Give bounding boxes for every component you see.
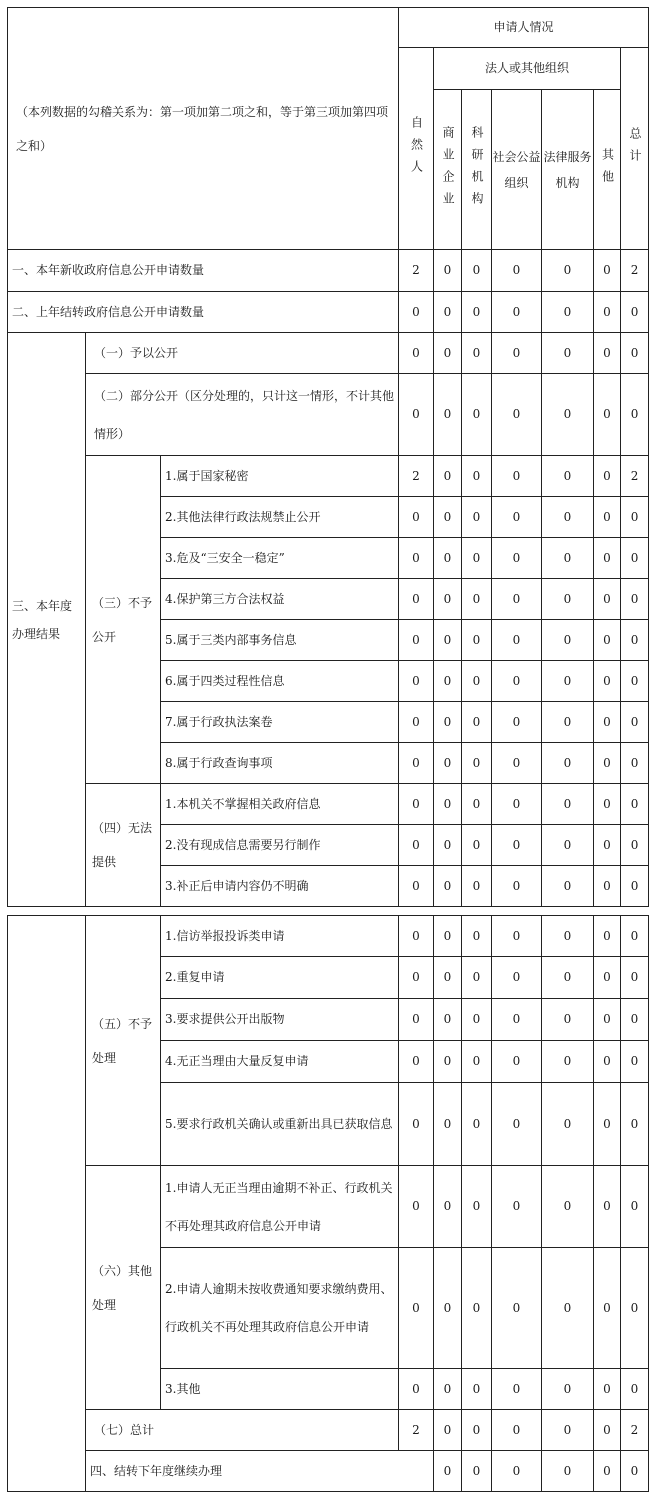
table-row xyxy=(8,250,649,292)
cell-value: 0 xyxy=(462,784,492,825)
cell-value: 0 xyxy=(434,957,462,999)
col-natural-person: 自然人 xyxy=(399,48,434,250)
cell-value: 0 xyxy=(462,538,492,579)
row-label: 1.信访举报投诉类申请 xyxy=(161,916,399,957)
row-label: （七）总计 xyxy=(86,1410,399,1451)
cell-value: 0 xyxy=(492,743,542,784)
cell-value: 0 xyxy=(594,1369,621,1410)
cell-value: 0 xyxy=(542,1369,594,1410)
cell-value: 0 xyxy=(594,702,621,743)
cell-value: 2 xyxy=(621,1410,649,1451)
cell-value: 0 xyxy=(434,784,462,825)
cell-value: 0 xyxy=(542,743,594,784)
group-5-label: （五）不予处理 xyxy=(86,916,161,1166)
row-label: 3.要求提供公开出版物 xyxy=(161,999,399,1041)
table-row xyxy=(8,1410,649,1451)
cell-value: 0 xyxy=(434,579,462,620)
cell-value: 0 xyxy=(434,1369,462,1410)
row-label: 3.其他 xyxy=(161,1369,399,1410)
table-row xyxy=(8,374,649,456)
cell-value: 0 xyxy=(434,620,462,661)
cell-value: 0 xyxy=(594,456,621,497)
row-label: 2.没有现成信息需要另行制作 xyxy=(161,825,399,866)
cell-value: 0 xyxy=(462,1369,492,1410)
cell-value: 0 xyxy=(542,661,594,702)
cell-value: 0 xyxy=(594,250,621,292)
cell-value: 0 xyxy=(462,374,492,456)
cell-value: 0 xyxy=(462,743,492,784)
cell-value: 0 xyxy=(434,1451,462,1492)
cell-value: 2 xyxy=(621,456,649,497)
cell-value: 0 xyxy=(492,292,542,333)
cell-value: 0 xyxy=(621,1041,649,1083)
cell-value: 0 xyxy=(621,661,649,702)
row-label: 4.无正当理由大量反复申请 xyxy=(161,1041,399,1083)
cell-value: 0 xyxy=(621,916,649,957)
group-3-label: （三）不予公开 xyxy=(86,456,161,784)
cell-value: 0 xyxy=(399,374,434,456)
cell-value: 0 xyxy=(621,743,649,784)
cell-value: 0 xyxy=(542,579,594,620)
cell-value: 0 xyxy=(594,743,621,784)
row-label: 6.属于四类过程性信息 xyxy=(161,661,399,702)
cell-value: 0 xyxy=(462,1248,492,1369)
table-row xyxy=(8,333,649,374)
col-legal-service: 法律服务机构 xyxy=(542,90,594,250)
cell-value: 0 xyxy=(492,825,542,866)
cell-value: 0 xyxy=(492,620,542,661)
cell-value: 0 xyxy=(542,957,594,999)
cell-value: 0 xyxy=(399,916,434,957)
cell-value: 0 xyxy=(492,916,542,957)
cell-value: 0 xyxy=(542,250,594,292)
row-label: 二、上年结转政府信息公开申请数量 xyxy=(8,292,399,333)
cell-value: 0 xyxy=(434,250,462,292)
cell-value: 0 xyxy=(621,497,649,538)
cell-value: 0 xyxy=(462,1083,492,1166)
row-label: 5.属于三类内部事务信息 xyxy=(161,620,399,661)
gov-info-table-part2 xyxy=(7,915,649,1492)
cell-value: 0 xyxy=(434,1248,462,1369)
cell-value: 0 xyxy=(492,1451,542,1492)
cell-value: 0 xyxy=(399,866,434,907)
table-row xyxy=(8,1451,649,1492)
row-label: 一、本年新收政府信息公开申请数量 xyxy=(8,250,399,292)
cell-value: 0 xyxy=(492,250,542,292)
cell-value: 0 xyxy=(621,538,649,579)
cell-value: 0 xyxy=(542,916,594,957)
cell-value: 0 xyxy=(462,825,492,866)
cell-value: 0 xyxy=(621,1166,649,1248)
cell-value: 0 xyxy=(399,1041,434,1083)
cell-value: 2 xyxy=(399,1410,434,1451)
cell-value: 0 xyxy=(542,374,594,456)
group-4-label: （四）无法提供 xyxy=(86,784,161,907)
cell-value: 0 xyxy=(492,538,542,579)
cell-value: 0 xyxy=(462,957,492,999)
cell-value: 0 xyxy=(492,374,542,456)
cell-value: 0 xyxy=(462,1166,492,1248)
table-row xyxy=(8,292,649,333)
row-label: 2.其他法律行政法规禁止公开 xyxy=(161,497,399,538)
cell-value: 0 xyxy=(492,702,542,743)
cell-value: 0 xyxy=(621,620,649,661)
cell-value: 0 xyxy=(399,579,434,620)
cell-value: 0 xyxy=(542,999,594,1041)
row-label: 1.申请人无正当理由逾期不补正、行政机关不再处理其政府信息公开申请 xyxy=(161,1166,399,1248)
cell-value: 0 xyxy=(621,1451,649,1492)
row-label: （二）部分公开（区分处理的，只计这一情形，不计其他情形） xyxy=(86,374,399,456)
cell-value: 0 xyxy=(399,784,434,825)
cell-value: 0 xyxy=(621,1369,649,1410)
row-label: 8.属于行政查询事项 xyxy=(161,743,399,784)
table-row xyxy=(8,916,649,957)
cell-value: 0 xyxy=(434,333,462,374)
col-commercial: 商业企业 xyxy=(434,90,462,250)
cell-value: 0 xyxy=(621,1083,649,1166)
cell-value: 0 xyxy=(621,866,649,907)
cell-value: 0 xyxy=(462,497,492,538)
cell-value: 0 xyxy=(621,825,649,866)
cell-value: 0 xyxy=(594,866,621,907)
cell-value: 0 xyxy=(594,1248,621,1369)
cell-value: 0 xyxy=(399,1083,434,1166)
row-label: （一）予以公开 xyxy=(86,333,399,374)
cell-value: 0 xyxy=(492,333,542,374)
cell-value: 0 xyxy=(399,620,434,661)
cell-value: 0 xyxy=(542,702,594,743)
cell-value: 0 xyxy=(399,1248,434,1369)
cell-value: 0 xyxy=(542,1041,594,1083)
cell-value: 0 xyxy=(462,250,492,292)
cell-value: 0 xyxy=(492,579,542,620)
row-label: 1.属于国家秘密 xyxy=(161,456,399,497)
header-note: （本列数据的勾稽关系为：第一项加第二项之和，等于第三项加第四项之和） xyxy=(8,8,399,250)
cell-value: 0 xyxy=(492,957,542,999)
cell-value: 0 xyxy=(434,497,462,538)
cell-value: 0 xyxy=(621,999,649,1041)
cell-value: 0 xyxy=(434,999,462,1041)
cell-value: 2 xyxy=(399,250,434,292)
cell-value: 0 xyxy=(594,825,621,866)
cell-value: 0 xyxy=(462,579,492,620)
cell-value: 0 xyxy=(621,374,649,456)
cell-value: 0 xyxy=(399,292,434,333)
cell-value: 0 xyxy=(594,292,621,333)
cell-value: 0 xyxy=(462,999,492,1041)
cell-value: 0 xyxy=(462,292,492,333)
cell-value: 0 xyxy=(594,1410,621,1451)
row-label: 四、结转下年度继续办理 xyxy=(86,1451,434,1492)
cell-value: 0 xyxy=(621,702,649,743)
cell-value: 0 xyxy=(399,825,434,866)
cell-value: 0 xyxy=(434,743,462,784)
cell-value: 0 xyxy=(492,1083,542,1166)
cell-value: 0 xyxy=(434,866,462,907)
cell-value: 0 xyxy=(434,1083,462,1166)
row-label: 1.本机关不掌握相关政府信息 xyxy=(161,784,399,825)
cell-value: 0 xyxy=(621,333,649,374)
cell-value: 0 xyxy=(492,1248,542,1369)
header-applicant-situation: 申请人情况 xyxy=(399,8,649,48)
row-label: 3.危及“三安全一稳定” xyxy=(161,538,399,579)
cell-value: 0 xyxy=(594,1451,621,1492)
cell-value: 0 xyxy=(492,1369,542,1410)
cell-value: 0 xyxy=(594,333,621,374)
cell-value: 0 xyxy=(399,1166,434,1248)
cell-value: 0 xyxy=(399,999,434,1041)
cell-value: 0 xyxy=(462,866,492,907)
cell-value: 0 xyxy=(542,497,594,538)
section-3-continued-blank xyxy=(8,916,86,1492)
cell-value: 0 xyxy=(542,825,594,866)
cell-value: 0 xyxy=(594,784,621,825)
cell-value: 0 xyxy=(399,1369,434,1410)
cell-value: 0 xyxy=(594,579,621,620)
cell-value: 0 xyxy=(594,661,621,702)
cell-value: 0 xyxy=(492,456,542,497)
cell-value: 0 xyxy=(399,743,434,784)
cell-value: 0 xyxy=(621,292,649,333)
cell-value: 0 xyxy=(492,1166,542,1248)
cell-value: 0 xyxy=(399,333,434,374)
row-label: 2.申请人逾期未按收费通知要求缴纳费用、行政机关不再处理其政府信息公开申请 xyxy=(161,1248,399,1369)
cell-value: 0 xyxy=(434,1410,462,1451)
cell-value: 0 xyxy=(492,866,542,907)
col-public-welfare: 社会公益组织 xyxy=(492,90,542,250)
cell-value: 0 xyxy=(462,456,492,497)
cell-value: 0 xyxy=(621,957,649,999)
cell-value: 0 xyxy=(399,702,434,743)
cell-value: 0 xyxy=(542,620,594,661)
gov-info-table-part1 xyxy=(7,7,649,907)
group-6-label: （六）其他处理 xyxy=(86,1166,161,1410)
cell-value: 0 xyxy=(542,1451,594,1492)
cell-value: 0 xyxy=(434,538,462,579)
cell-value: 0 xyxy=(492,999,542,1041)
cell-value: 0 xyxy=(542,456,594,497)
cell-value: 0 xyxy=(594,1166,621,1248)
cell-value: 0 xyxy=(594,957,621,999)
cell-value: 0 xyxy=(594,620,621,661)
cell-value: 0 xyxy=(462,1410,492,1451)
cell-value: 0 xyxy=(399,497,434,538)
col-total: 总计 xyxy=(621,48,649,250)
cell-value: 0 xyxy=(434,374,462,456)
cell-value: 0 xyxy=(594,497,621,538)
cell-value: 0 xyxy=(399,957,434,999)
cell-value: 0 xyxy=(594,374,621,456)
cell-value: 2 xyxy=(621,250,649,292)
cell-value: 0 xyxy=(621,579,649,620)
row-label: 5.要求行政机关确认或重新出具已获取信息 xyxy=(161,1083,399,1166)
cell-value: 0 xyxy=(542,1083,594,1166)
cell-value: 0 xyxy=(434,456,462,497)
cell-value: 0 xyxy=(594,1041,621,1083)
col-research: 科研机构 xyxy=(462,90,492,250)
cell-value: 0 xyxy=(542,333,594,374)
cell-value: 0 xyxy=(542,292,594,333)
cell-value: 0 xyxy=(492,661,542,702)
cell-value: 0 xyxy=(542,538,594,579)
row-label: 4.保护第三方合法权益 xyxy=(161,579,399,620)
cell-value: 0 xyxy=(621,1248,649,1369)
cell-value: 0 xyxy=(492,1041,542,1083)
cell-value: 0 xyxy=(434,825,462,866)
cell-value: 0 xyxy=(542,784,594,825)
cell-value: 0 xyxy=(462,1041,492,1083)
cell-value: 0 xyxy=(462,333,492,374)
cell-value: 0 xyxy=(434,292,462,333)
cell-value: 0 xyxy=(434,1166,462,1248)
table-row xyxy=(8,784,649,825)
cell-value: 0 xyxy=(492,497,542,538)
cell-value: 0 xyxy=(462,661,492,702)
cell-value: 0 xyxy=(594,538,621,579)
cell-value: 0 xyxy=(492,1410,542,1451)
cell-value: 0 xyxy=(462,1451,492,1492)
table-row xyxy=(8,1166,649,1248)
cell-value: 0 xyxy=(462,702,492,743)
cell-value: 2 xyxy=(399,456,434,497)
cell-value: 0 xyxy=(434,1041,462,1083)
cell-value: 0 xyxy=(434,661,462,702)
cell-value: 0 xyxy=(434,702,462,743)
cell-value: 0 xyxy=(542,1248,594,1369)
cell-value: 0 xyxy=(621,784,649,825)
row-label: 2.重复申请 xyxy=(161,957,399,999)
cell-value: 0 xyxy=(462,916,492,957)
cell-value: 0 xyxy=(542,1410,594,1451)
cell-value: 0 xyxy=(542,866,594,907)
cell-value: 0 xyxy=(434,916,462,957)
cell-value: 0 xyxy=(399,661,434,702)
cell-value: 0 xyxy=(399,538,434,579)
section-3-label: 三、本年度办理结果 xyxy=(8,333,86,907)
cell-value: 0 xyxy=(462,620,492,661)
cell-value: 0 xyxy=(492,784,542,825)
table-row xyxy=(8,456,649,497)
cell-value: 0 xyxy=(542,1166,594,1248)
row-label: 7.属于行政执法案卷 xyxy=(161,702,399,743)
cell-value: 0 xyxy=(594,916,621,957)
row-label: 3.补正后申请内容仍不明确 xyxy=(161,866,399,907)
header-legal-group: 法人或其他组织 xyxy=(434,48,621,90)
cell-value: 0 xyxy=(594,999,621,1041)
col-other: 其他 xyxy=(594,90,621,250)
cell-value: 0 xyxy=(594,1083,621,1166)
